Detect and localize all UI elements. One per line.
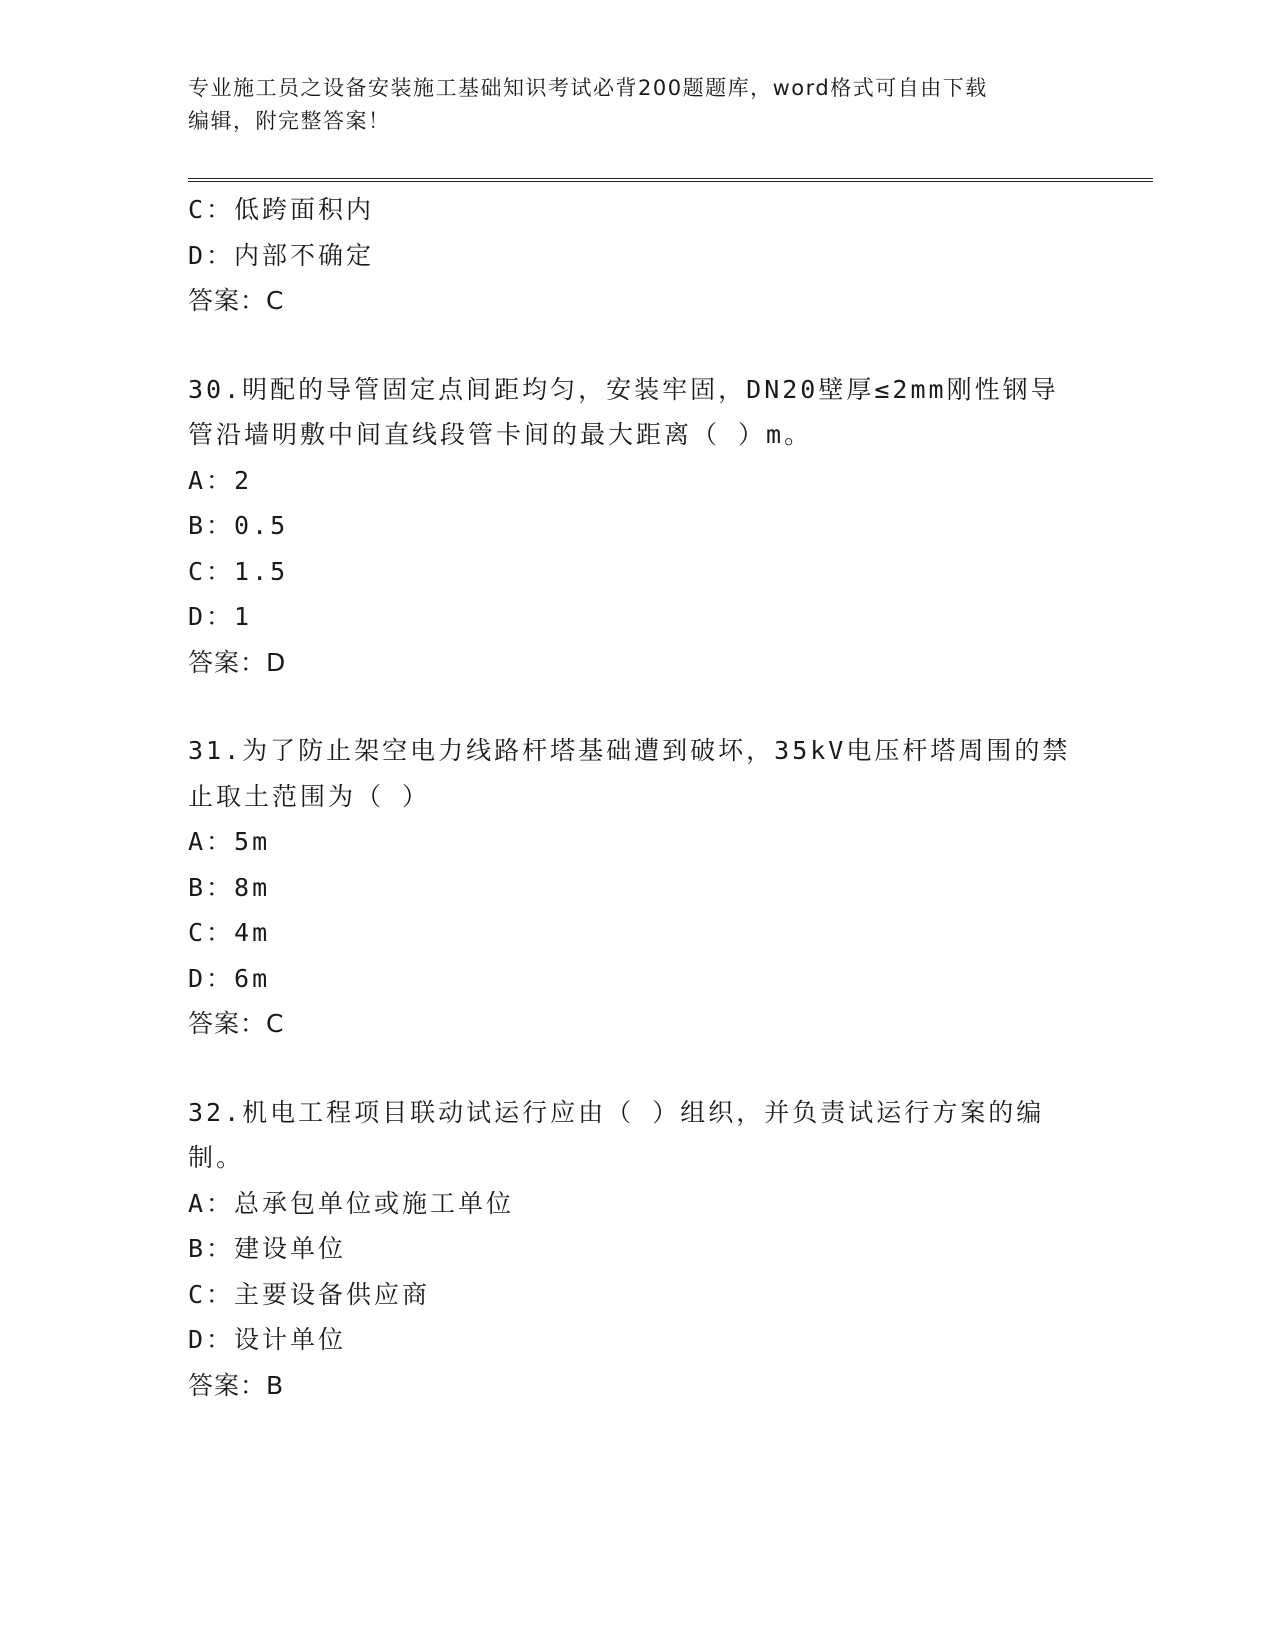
option-c: C：低跨面积内 — [188, 195, 375, 224]
answer-label: 答案：C — [188, 286, 285, 315]
header-divider — [188, 178, 1153, 182]
question-31 — [188, 728, 1088, 1047]
question-list — [188, 187, 1088, 1408]
option-a: A：总承包单位或施工单位 — [188, 1188, 515, 1218]
question-stem-line-2: 管沿墙明敷中间直线段管卡间的最大距离（ ）m。 — [188, 420, 813, 449]
option-d: D：内部不确定 — [188, 240, 375, 270]
question-stem-line-2: 止取土范围为（ ） — [188, 781, 431, 811]
prev-question — [188, 187, 1088, 324]
option-b: B：0.5 — [188, 511, 289, 540]
option-c: C：4m — [188, 918, 271, 947]
option-c: C：1.5 — [188, 556, 289, 586]
question-stem-line-1: 32.机电工程项目联动试运行应由（ ）组织，并负责试运行方案的编 — [188, 1097, 1045, 1127]
answer-label: 答案：B — [188, 1370, 285, 1400]
question-stem-line-2: 制。 — [188, 1143, 245, 1172]
option-d: D：6m — [188, 963, 271, 993]
answer-label: 答案：C — [188, 1009, 285, 1038]
question-stem-line-1: 31.为了防止架空电力线路杆塔基础遭到破坏，35kV电压杆塔周围的禁 — [188, 736, 1071, 765]
header-title-line-1: 专业施工员之设备安装施工基础知识考试必背200题题库，word格式可自由下载 — [188, 76, 988, 100]
option-c: C：主要设备供应商 — [188, 1279, 431, 1309]
option-b: B：8m — [188, 872, 271, 902]
option-b: B：建设单位 — [188, 1234, 347, 1263]
answer-label: 答案：D — [188, 647, 287, 677]
document-header — [188, 72, 1088, 138]
header-title-line-2: 编辑，附完整答案！ — [188, 109, 391, 133]
question-stem-line-1: 30.明配的导管固定点间距均匀，安装牢固，DN20壁厚≤2mm刚性钢导 — [188, 374, 1059, 404]
option-a: A：5m — [188, 827, 271, 856]
question-32 — [188, 1090, 1088, 1409]
option-a: A：2 — [188, 465, 253, 495]
option-d: D：设计单位 — [188, 1325, 347, 1354]
option-d: D：1 — [188, 602, 253, 631]
question-30 — [188, 367, 1088, 686]
